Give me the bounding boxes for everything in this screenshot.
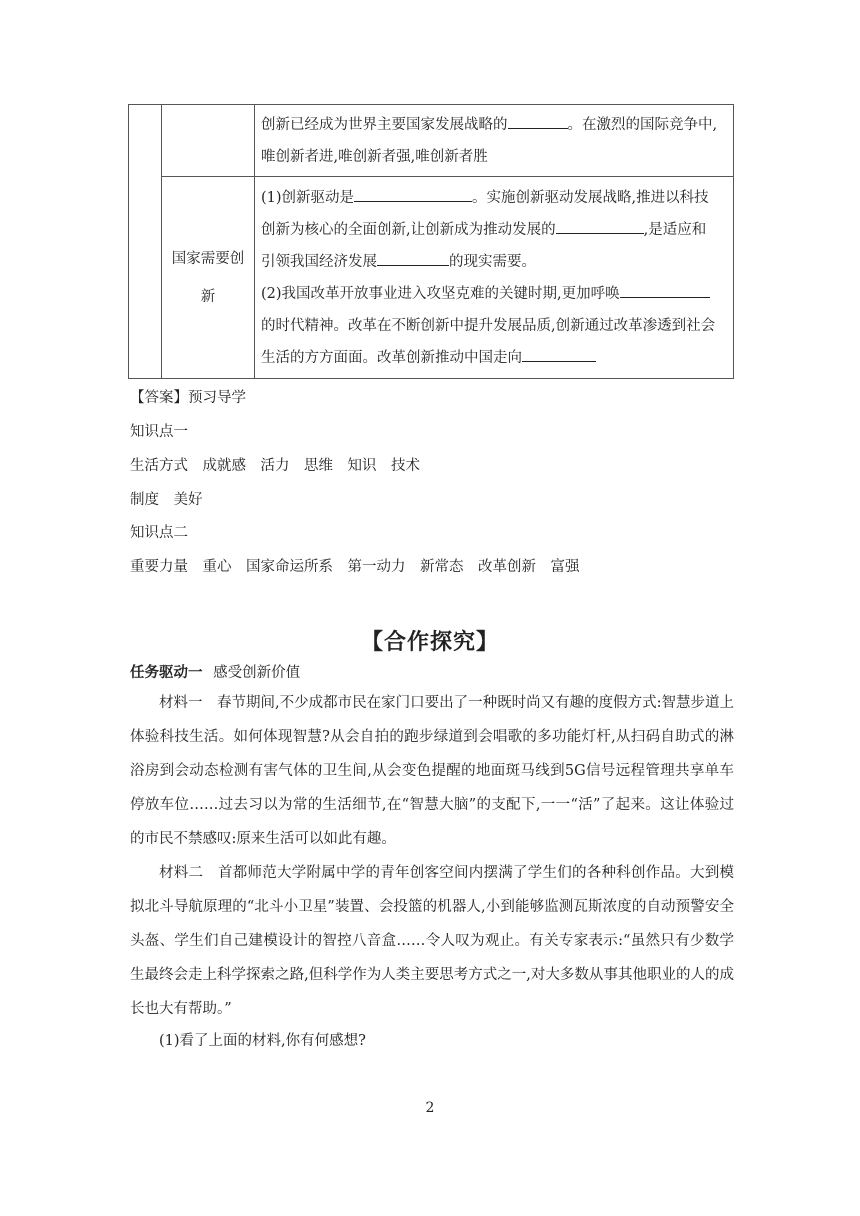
page-number: 2 [425,1100,435,1116]
material-2: 材料二 首都师范大学附属中学的青年创客空间内摆满了学生们的各种科创作品。大到模拟北斗导航原理的“北斗小卫星”装置、会投篮的机器人,小到能够监测瓦斯浓度的自动预警安全头盔、学生们自己建模设计的智控八音盒……令人叹为观止。有关专家表示:“虽然只有少数学生最终会走上科学探索之路,但科学作为人类主要思考方式之一,对大多数从事其他职业的人的成长也大有帮助。” [130,865,734,1017]
table-content-cell-1 [255,105,734,177]
table-blank-cell [129,105,162,379]
task-heading [130,663,300,683]
table-text: 引领我国经济发展 [261,253,377,270]
table-category-cell [162,177,255,379]
knowledge-point-2-answers: 重要力量 重心 国家命运所系 第一动力 新常态 改革创新 富强 [130,559,580,575]
fill-blank[interactable] [522,347,596,362]
table-text: 创新已经成为世界主要国家发展战略的 [261,116,508,133]
answer-header: 【答案】预习导学 [130,390,246,406]
table-text: 。在激烈的国际竞争中, [567,116,718,133]
task-name: 感受创新价值 [213,665,301,681]
table-text: 的时代精神。改革在不断创新中提升发展品质,创新通过改革渗透到社会 [261,317,716,334]
table-text: ,是适应和 [643,221,707,238]
table-text: 创新为核心的全面创新,让创新成为推动发展的 [261,221,556,238]
fill-blank[interactable] [354,187,472,202]
table-text: (1)创新驱动是 [261,189,355,206]
table-text: (2)我国改革开放事业进入攻坚克难的关键时期,更加呼唤 [261,285,620,302]
table-text: 。实施创新驱动发展战略,推进以科技 [472,189,709,206]
category-label: 国家需要创新 [171,250,245,305]
table-text: 唯创新者进,唯创新者强,唯创新者胜 [261,148,488,165]
knowledge-point-1-answers-cont: 制度 美好 [130,492,203,508]
knowledge-point-1-answers: 生活方式 成就感 活力 思维 知识 技术 [130,458,420,474]
section-title: 【合作探究】 [360,629,499,655]
fill-blank[interactable] [508,114,568,129]
knowledge-point-1-title: 知识点一 [130,424,188,440]
fill-blank[interactable] [556,219,644,234]
question-1: (1)看了上面的材料,你有何感想? [159,1033,366,1049]
knowledge-table [128,104,734,379]
table-category-cell-empty [162,105,255,177]
task-label: 任务驱动一 [130,665,203,681]
table-text: 的现实需要。 [449,253,536,270]
material-1: 材料一 春节期间,不少成都市民在家门口要出了一种既时尚又有趣的度假方式:智慧步道上体验科技生活。如何体现智慧?从会自拍的跑步绿道到会唱歌的多功能灯杆,从扫码自助式的淋浴房到会动态检测有害气体的卫生间,从会变色提醒的地面斑马线到5G信号远程管理共享单车停放车位……过去习以为常的生活细节,在“智慧大脑”的支配下,一一“活”了起来。这让体验过的市民不禁感叹:原来生活可以如此有趣。 [130,695,734,847]
fill-blank[interactable] [377,251,449,266]
knowledge-point-2-title: 知识点二 [130,525,188,541]
table-content-cell-2 [255,177,734,379]
table-text: 生活的方方面面。改革创新推动中国走向 [261,349,522,366]
fill-blank[interactable] [620,283,710,298]
